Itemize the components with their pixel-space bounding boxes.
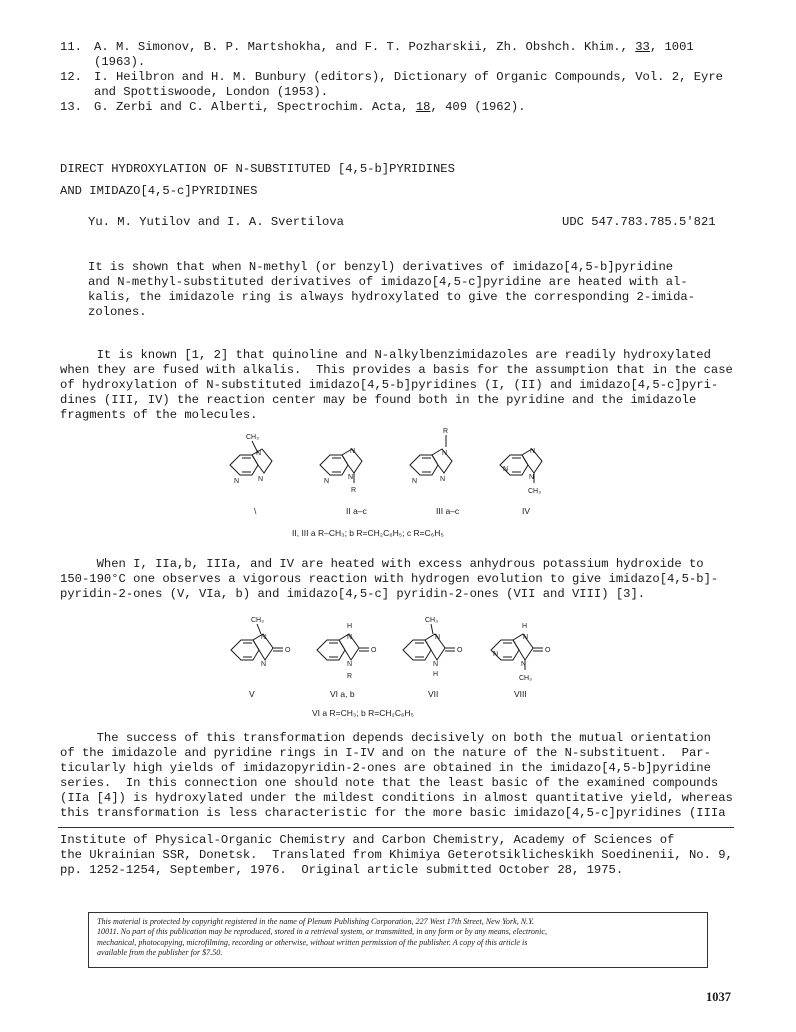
structure-label: IV <box>522 506 531 516</box>
atom-h: H <box>433 671 439 678</box>
body-line: (IIa [4]) is hydroxylated under the mildest conditions in almost quantitative yield, whereas <box>60 791 733 805</box>
atom-n: N <box>348 474 354 481</box>
atom-n: N <box>234 478 240 485</box>
body-line: pyridin-2-ones (V, VIa, b) and imidazo[4,5-c] pyridin-2-ones (VII and VIII) [3]. <box>60 587 646 601</box>
atom-n: N <box>258 476 264 483</box>
body-line: It is known [1, 2] that quinoline and N-alkylbenzimidazoles are readily hydroxylated <box>60 348 711 362</box>
abstract-line: kalis, the imidazole ring is always hydroxylated to give the corresponding 2-imida- <box>88 290 696 304</box>
structure-label: V <box>249 689 255 699</box>
reference-text: G. Zerbi and C. Alberti, Spectrochim. Acta, <box>94 100 416 114</box>
reference-volume: 18 <box>415 100 431 114</box>
atom-ch3: CH₃ <box>246 434 259 441</box>
structure-V <box>231 617 291 668</box>
atom-n: N <box>529 474 535 481</box>
atom-h: H <box>347 623 353 630</box>
structure-label: VI a, b <box>330 689 355 699</box>
structure-III <box>410 428 452 485</box>
reference-number: 12. <box>60 70 82 84</box>
page-number: 1037 <box>706 990 731 1004</box>
reference-text: A. M. Simonov, B. P. Martshokha, and F. T. Pozharskii, Zh. Obshch. Khim., <box>94 40 636 54</box>
copyright-notice <box>88 912 708 968</box>
footnote-divider <box>58 827 734 828</box>
copyright-line: 10011. No part of this publication may be reproduced, stored in a retrieval system, or transmitted, in any form or by any means, electronic, <box>97 927 547 937</box>
reference-11 <box>60 40 750 72</box>
reference-number: 11. <box>60 40 82 54</box>
structure-label: VIII <box>514 689 527 699</box>
atom-h: H <box>522 623 528 630</box>
body-line: dines (III, IV) the reaction center may be found both in the pyridine and the imidazole <box>60 393 697 407</box>
body-line: series. In this connection one should note that the least basic of the examined compounds <box>60 776 719 790</box>
atom-o: O <box>457 647 463 654</box>
atom-ch3: CH₃ <box>519 675 532 682</box>
abstract-line: zolones. <box>88 305 147 319</box>
reference-text-line2: and Spottiswoode, London (1953). <box>94 85 329 99</box>
structure-VIII <box>491 623 551 682</box>
atom-ch3: CH₃ <box>251 617 264 624</box>
reference-text: , 409 (1962). <box>430 100 526 114</box>
abstract-line: It is shown that when N-methyl (or benzyl) derivatives of imidazo[4,5-b]pyridine <box>88 260 674 274</box>
article-title-line2: AND IMIDAZO[4,5-c]PYRIDINES <box>60 184 258 198</box>
atom-o: O <box>285 647 291 654</box>
atom-n: N <box>347 634 353 641</box>
body-line: ticularly high yields of imidazopyridin-2-ones are obtained in the imidazo[4,5-b]pyridine <box>60 761 711 775</box>
scheme-legend: II, III a R–CH₃; b R=CH₂C₆H₅; c R=C₆H₅ <box>292 528 444 538</box>
reference-13 <box>60 100 750 116</box>
udc-code: UDC 547.783.785.5'821 <box>562 215 716 229</box>
structure-II <box>320 448 362 494</box>
atom-n: N <box>493 651 499 658</box>
atom-n: N <box>412 478 418 485</box>
body-line: this transformation is less characteristic for the more basic imidazo[4,5-c]pyridines (IIIa <box>60 806 726 820</box>
atom-n: N <box>440 476 446 483</box>
atom-n: N <box>324 478 330 485</box>
atom-r: R <box>347 673 353 680</box>
body-line: fragments of the molecules. <box>60 408 258 422</box>
atom-n: N <box>261 634 267 641</box>
body-line: of the imidazole and pyridine rings in I-IV and on the nature of the N-substituent. Par- <box>60 746 711 760</box>
atom-n: N <box>256 450 262 457</box>
atom-n: N <box>530 448 536 455</box>
structure-label: II a–c <box>346 506 367 516</box>
atom-n: N <box>261 661 267 668</box>
reference-volume: 33 <box>635 40 650 54</box>
atom-r: R <box>351 487 357 494</box>
body-line: When I, IIa,b, IIIa, and IV are heated with excess anhydrous potassium hydroxide to <box>60 557 704 571</box>
atom-n: N <box>433 661 439 668</box>
reference-text: I. Heilbron and H. M. Bunbury (editors), Dictionary of Organic Compounds, Vol. 2, Eyre <box>94 70 723 84</box>
scheme1-structures <box>220 425 580 505</box>
atom-o: O <box>371 647 377 654</box>
structure-VI <box>317 623 377 680</box>
atom-n: N <box>521 661 527 668</box>
atom-n: N <box>347 661 353 668</box>
reference-text: , 1001 <box>649 40 694 54</box>
atom-n: N <box>442 450 448 457</box>
structure-VII <box>403 617 463 678</box>
article-title-line1: DIRECT HYDROXYLATION OF N-SUBSTITUTED [4,5-b]PYRIDINES <box>60 162 455 176</box>
scheme2-structures <box>225 614 565 684</box>
atom-ch3: CH₃ <box>528 488 541 495</box>
footnote-line: Institute of Physical-Organic Chemistry and Carbon Chemistry, Academy of Sciences of <box>60 833 675 847</box>
atom-n: N <box>503 466 509 473</box>
footnote-line: the Ukrainian SSR, Donetsk. Translated from Khimiya Geterotsiklicheskikh Soedinenii, No. 9, <box>60 848 733 862</box>
body-line: The success of this transformation depends decisively on both the mutual orientation <box>60 731 711 745</box>
atom-n: N <box>523 634 529 641</box>
abstract-line: and N-methyl-substituted derivatives of imidazo[4,5-c]pyridine are heated with al- <box>88 275 688 289</box>
structure-label: VII <box>428 689 439 699</box>
structure-label: \ <box>254 506 257 516</box>
copyright-line: mechanical, photocopying, microfilming, recording or otherwise, without written permission of the publisher. A copy of this article is <box>97 937 528 947</box>
structure-IV <box>500 448 542 495</box>
atom-ch3: CH₃ <box>425 617 438 624</box>
article-authors: Yu. M. Yutilov and I. A. Svertilova <box>88 215 344 229</box>
atom-n: N <box>350 448 356 455</box>
reference-text-line2: (1963). <box>94 55 146 69</box>
copyright-line: This material is protected by copyright registered in the name of Plenum Publishing Corporation, 227 West 17th Street, New York, N.Y. <box>97 917 534 926</box>
structure-label: III a–c <box>436 506 460 516</box>
atom-n: N <box>435 634 441 641</box>
reference-12 <box>60 70 750 102</box>
body-line: of hydroxylation of N-substituted imidazo[4,5-b]pyridines (I, (II) and imidazo[4,5-c]pyri- <box>60 378 719 392</box>
structure-I <box>230 434 272 485</box>
footnote-line: pp. 1252-1254, September, 1976. Original article submitted October 28, 1975. <box>60 863 624 877</box>
reference-number: 13. <box>60 100 82 114</box>
scheme-legend: VI a R=CH₃; b R=CH₂C₆H₅ <box>312 708 414 718</box>
atom-r: R <box>443 428 449 435</box>
copyright-line: available from the publisher for $7.50. <box>97 948 223 958</box>
body-line: when they are fused with alkalis. This provides a basis for the assumption that in the case <box>60 363 733 377</box>
body-line: 150-190°C one observes a vigorous reaction with hydrogen evolution to give imidazo[4,5-b]- <box>60 572 719 586</box>
atom-o: O <box>545 647 551 654</box>
